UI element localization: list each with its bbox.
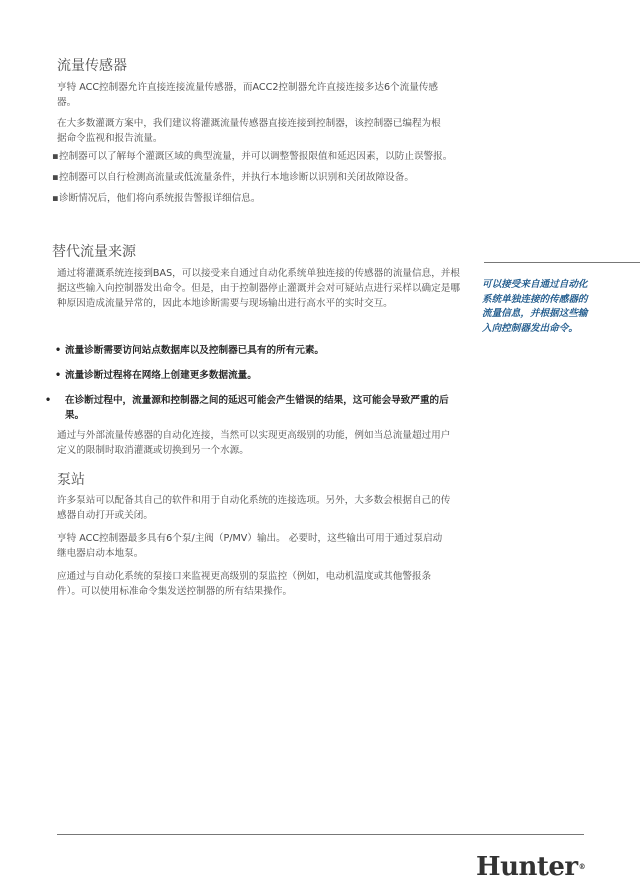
list-item-text: 流量诊断过程将在网络上创建更多数据流量。 bbox=[65, 370, 257, 381]
bullet-dot: ▪ bbox=[52, 151, 59, 162]
paragraph-bas-connection: 通过将灌溉系统连接到BAS，可以接受来自通过自动化系统单独连接的传感器的流量信息，并根据这些输入向控制器发出命令。但是，由于控制器停止灌溉并会对可疑站点进行采样以确定是哪种原因造成流量异常的，因此本地诊断需要与现场输出进行高水平的实时交互。 bbox=[57, 268, 460, 309]
list-item-text: 控制器可以自行检测高流量或低流量条件，并执行本地诊断以识别和关闭故障设备。 bbox=[59, 172, 414, 183]
paragraph-acc-flow: 亨特 ACC控制器允许直接连接流量传感器，而ACC2控制器允许直接连接多达6个流量传感器。 bbox=[57, 82, 439, 108]
bullet-dot: • bbox=[45, 395, 52, 406]
callout-divider bbox=[484, 262, 640, 263]
paragraph-recommendation: 在大多数灌溉方案中，我们建议将灌溉流量传感器直接连接到控制器，该控制器已编程为根据命令监视和报告流量。 bbox=[57, 118, 441, 144]
list-item-text: 流量诊断需要访问站点数据库以及控制器已具有的所有元素。 bbox=[65, 345, 325, 356]
paragraph-pump-software: 许多泵站可以配备其自己的软件和用于自动化系统的连接选项。另外，大多数会根据自己的传感器自动打开或关闭。 bbox=[57, 495, 451, 521]
footer-rule bbox=[57, 834, 584, 835]
list-item bbox=[55, 343, 455, 358]
paragraph-external-sensor: 通过与外部流量传感器的自动化连接，当然可以实现更高级别的功能，例如当总流量超过用户定义的限制时取消灌溉或切换到另一个水源。 bbox=[57, 430, 451, 456]
list-item bbox=[52, 149, 466, 164]
heading-pump-station: 泵站 bbox=[57, 472, 85, 488]
bullet-dot: ▪ bbox=[52, 172, 59, 183]
list-item bbox=[52, 191, 466, 206]
heading-flow-sensors: 流量传感器 bbox=[57, 58, 127, 74]
list-item-text: 诊断情况后，他们将向系统报告警报详细信息。 bbox=[59, 193, 261, 204]
logo-text: Hunter bbox=[476, 852, 578, 882]
list-item-text: 控制器可以了解每个灌溉区域的典型流量，并可以调整警报限值和延迟因素，以防止误警报。 bbox=[59, 151, 453, 162]
list-item bbox=[52, 170, 466, 185]
hunter-logo bbox=[476, 854, 585, 880]
bullet-dot: • bbox=[55, 345, 62, 356]
list-item bbox=[45, 393, 455, 423]
bullet-dot: • bbox=[55, 370, 62, 381]
bullet-dot: ▪ bbox=[52, 193, 59, 204]
heading-alternate-flow: 替代流量来源 bbox=[52, 244, 136, 260]
callout-quote: 可以接受来自通过自动化系统单独连接的传感器的流量信息，并根据这些输入向控制器发出命令。 bbox=[482, 279, 588, 334]
list-item-text: 在诊断过程中，流量源和控制器之间的延迟可能会产生错误的结果，这可能会导致严重的后果。 bbox=[65, 395, 449, 421]
list-item bbox=[55, 368, 455, 383]
bullet-list-flow bbox=[52, 149, 466, 206]
paragraph-pump-outputs: 亨特 ACC控制器最多具有6个泵/主阀（P/MV）输出。 必要时，这些输出可用于通过泵启动继电器启动本地泵。 bbox=[57, 533, 443, 559]
paragraph-pump-monitoring: 应通过与自动化系统的泵接口来监视更高级别的泵监控（例如，电动机温度或其他警报条件）。可以使用标准命令集发送控制器的所有结果操作。 bbox=[57, 571, 432, 597]
bullet-list-diagnostics bbox=[45, 343, 455, 423]
registered-mark: ® bbox=[578, 862, 586, 871]
